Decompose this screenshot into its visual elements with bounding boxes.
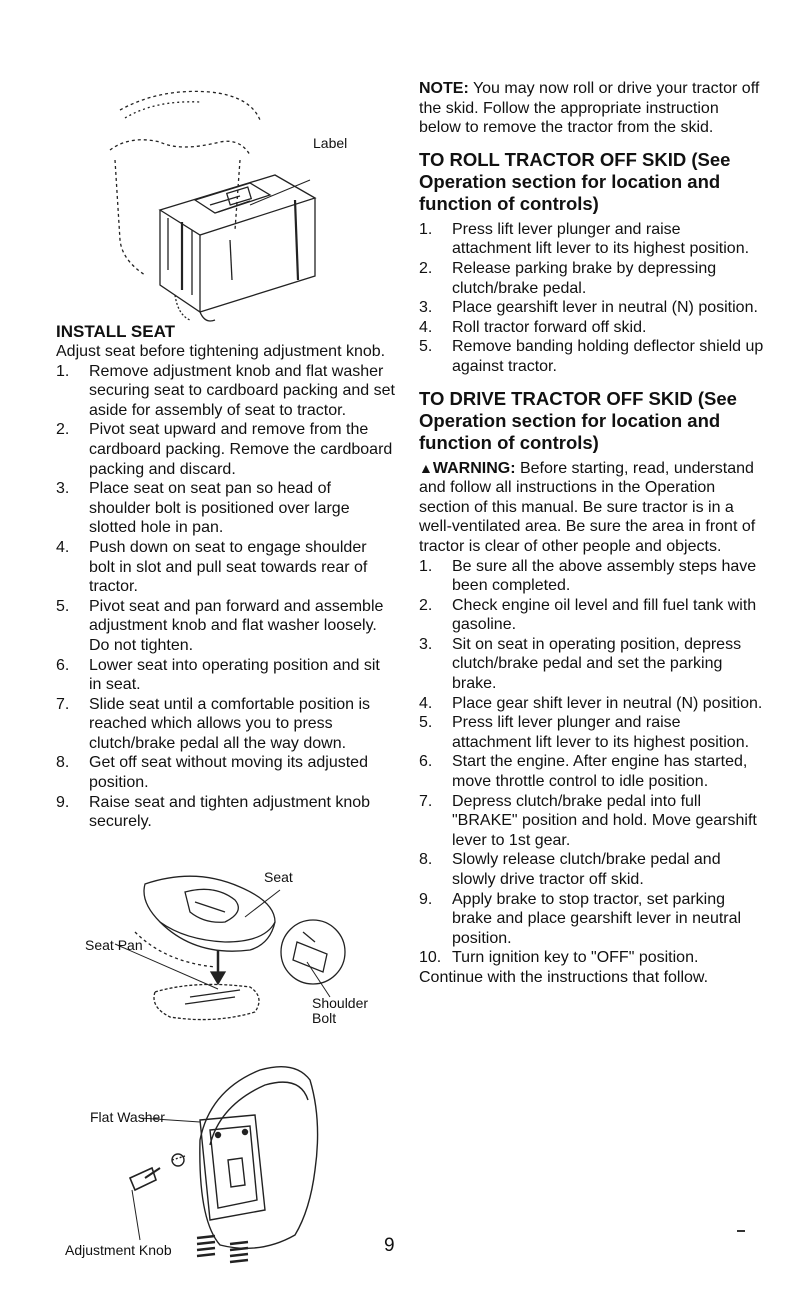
note-label: NOTE: [419,80,469,97]
knob-illustration [60,1060,380,1265]
shoulder-bolt-callout: Shoulder Bolt [312,995,369,1026]
drive-tractor-heading: TO DRIVE TRACTOR OFF SKID (See Operation section for location and function of controls) [419,387,737,453]
note-paragraph: NOTE: You may now roll or drive your tractor off the skid. Follow the appropriate instruction below to remove the tractor from the skid. [419,80,760,137]
install-seat-section [56,322,396,832]
drive-step: 2. Check engine oil level and fill fuel tank with gasoline. [419,596,757,634]
roll-step: 1. Press lift lever plunger and raise attachment lift lever to its highest position. [419,220,750,258]
roll-step: 4. Roll tractor forward off skid. [419,318,647,336]
roll-step: 5. Remove banding holding deflector shield up against tractor. [419,338,764,375]
drive-tractor-steps [419,557,764,968]
flat-washer-callout: Flat Washer [90,1109,165,1125]
seat-assembly-figure [75,862,395,1052]
corner-mark [737,1230,745,1232]
knob-assembly-figure [60,1060,380,1265]
drive-step: 4. Place gear shift lever in neutral (N) position. [419,694,763,712]
adjustment-knob-callout: Adjustment Knob [65,1242,172,1258]
drive-step: 3. Sit on seat in operating position, depress clutch/brake pedal and set the parking brake. [419,635,742,693]
install-step: 5. Pivot seat and pan forward and assemble adjustment knob and flat washer loosely. Do not tighten. [56,597,384,654]
seat-pan-callout: Seat Pan [85,937,143,953]
skid-removal-section [419,79,764,988]
roll-step: 3. Place gearshift lever in neutral (N) position. [419,299,758,317]
install-seat-steps [56,362,396,832]
install-step: 2. Pivot seat upward and remove from the cardboard packing. Remove the cardboard packing and discard. [56,421,393,478]
warning-triangle-icon: ▲ [419,459,433,476]
drive-step: 7. Depress clutch/brake pedal into full "BRAKE" position and hold. Move gearshift lever to 1st gear. [419,792,757,849]
install-step: 3. Place seat on seat pan so head of shoulder bolt is positioned over large slotted hole in pan. [56,480,350,537]
drive-step: 6. Start the engine. After engine has started, move throttle control to idle position. [419,753,748,791]
roll-step: 2. Release parking brake by depressing clutch/brake pedal. [419,259,717,297]
closing-paragraph: Continue with the instructions that follow. [419,968,709,986]
drive-step: 1. Be sure all the above assembly steps have been completed. [419,557,757,595]
roll-tractor-steps [419,220,764,377]
label-callout: Label [313,135,348,151]
drive-step: 9. Apply brake to stop tractor, set parking brake and place gearshift lever in neutral position. [419,890,742,947]
install-step: 6. Lower seat into operating position and sit in seat. [56,656,380,694]
install-step: 9. Raise seat and tighten adjustment knob securely. [56,793,371,831]
warning-label: WARNING: [432,459,516,477]
install-step: 1. Remove adjustment knob and flat washer securing seat to cardboard packing and set aside for assembly of seat to tractor. [56,362,395,419]
drive-step: 8. Slowly release clutch/brake pedal and slowly drive tractor off skid. [419,851,721,888]
install-seat-intro: Adjust seat before tightening adjustment knob. [56,343,386,360]
battery-label-figure [100,80,400,330]
install-step: 7. Slide seat until a comfortable position is reached which allows you to press clutch/brake pedal all the way down. [56,695,371,752]
install-seat-title: INSTALL SEAT [56,322,175,341]
install-step: 8. Get off seat without moving its adjusted position. [56,754,368,792]
page-number: 9 [384,1235,395,1256]
warning-paragraph: ▲WARNING: Before starting, read, understand and follow all instructions in the Operation section of this manual. Be sure tractor is in a well-ventilated area. Be sure the area in front of tractor is clear of other people and objects. [419,459,756,555]
seat-callout: Seat [264,869,293,885]
install-step: 4. Push down on seat to engage shoulder bolt in slot and pull seat towards rear of tractor. [56,538,368,596]
drive-step: 10. Turn ignition key to "OFF" position. [419,949,699,967]
battery-illustration [100,80,400,330]
drive-step: 5. Press lift lever plunger and raise attachment lift lever to its highest position. [419,714,750,751]
roll-tractor-heading: TO ROLL TRACTOR OFF SKID (See Operation section for location and function of controls) [419,148,731,214]
